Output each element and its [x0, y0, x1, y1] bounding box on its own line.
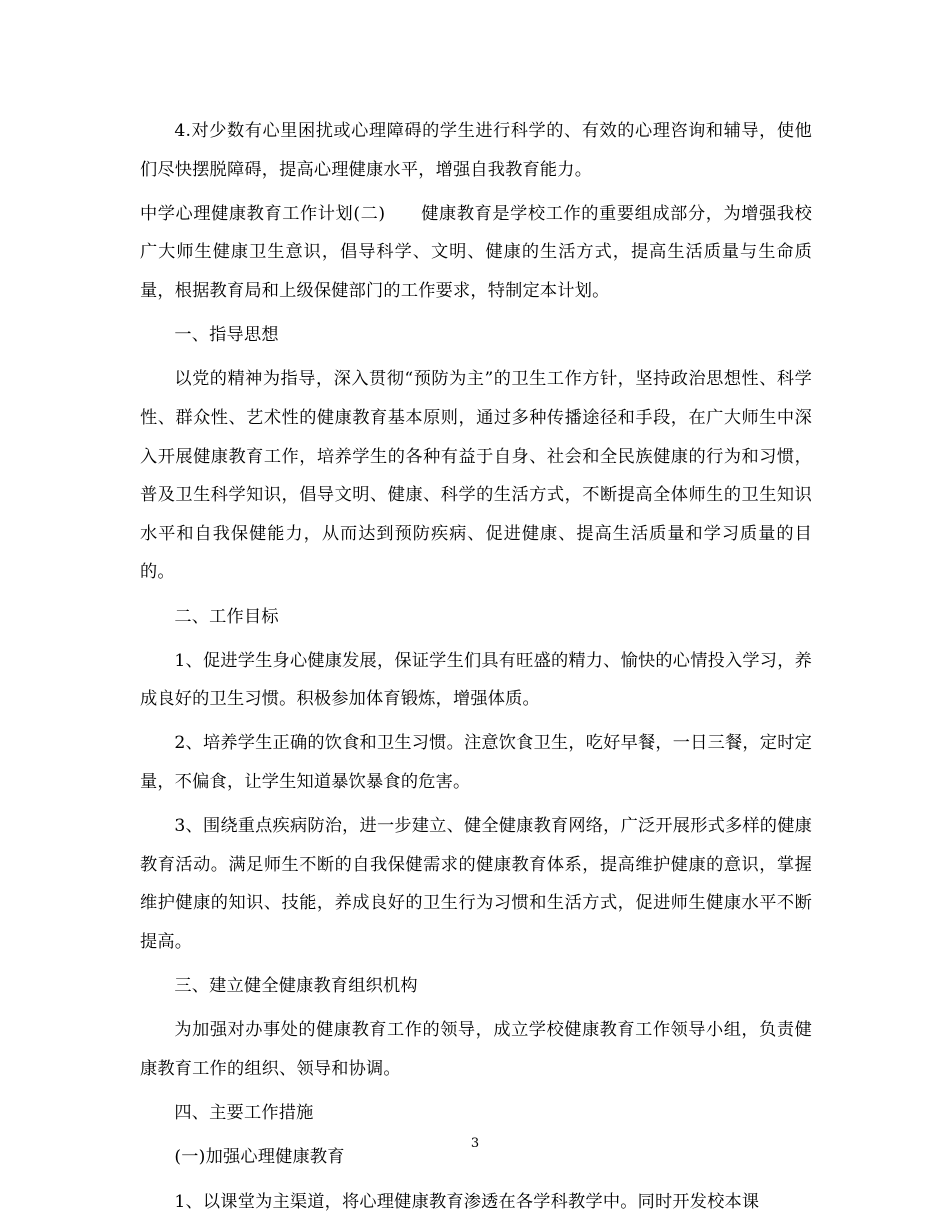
paragraph-goal-1: 1、促进学生身心健康发展，保证学生们具有旺盛的精力、愉快的心情投入学习，养成良好的卫生习惯。积极参加体育锻炼，增强体质。	[140, 650, 812, 710]
section-heading-measures: 四、主要工作措施	[174, 1103, 314, 1124]
section-heading-organization: 三、建立健全健康教育组织机构	[174, 976, 418, 997]
section-heading-work-goals: 二、工作目标	[174, 606, 279, 627]
paragraph-goal-2: 2、培养学生正确的饮食和卫生习惯。注意饮食卫生，吃好早餐，一日三餐，定时定量，不偏食，让学生知道暴饮暴食的危害。	[140, 733, 812, 793]
paragraph-guiding-ideology: 以党的精神为指导，深入贯彻“预防为主”的卫生工作方针，坚持政治思想性、科学性、群众性、艺术性的健康教育基本原则，通过多种传播途径和手段，在广大师生中深入开展健康教育工作，培养学生的各种有益于自身、社会和全民族健康的行为和习惯，普及卫生科学知识，倡导文明、健康、科学的生活方式，不断提高全体师生的卫生知识水平和自我保健能力，从而达到预防疾病、促进健康、提高生活质量和学习质量的目的。	[140, 369, 812, 583]
paragraph-counseling-item-4: 4.对少数有心里困扰或心理障碍的学生进行科学的、有效的心理咨询和辅导，使他们尽快摆脱障碍，提高心理健康水平，增强自我教育能力。	[140, 121, 812, 180]
section-heading-guiding-ideology: 一、指导思想	[174, 325, 279, 346]
document-body	[140, 112, 812, 1227]
page-number: 3	[470, 1136, 480, 1151]
subheading-mental-health: (一)加强心理健康教育	[174, 1147, 345, 1168]
paragraph-organization: 为加强对办事处的健康教育工作的领导，成立学校健康教育工作领导小组，负责健康教育工作的组织、领导和协调。	[140, 1020, 812, 1079]
paragraph-measure-1: 1、以课堂为主渠道，将心理健康教育渗透在各学科教学中。同时开发校本课	[174, 1191, 760, 1212]
paragraph-plan-intro: 中学心理健康教育工作计划(二) 健康教育是学校工作的重要组成部分，为增强我校广大师生健康卫生意识，倡导科学、文明、健康的生活方式，提高生活质量与生命质量，根据教育局和上级保健部门的工作要求，特制定本计划。	[140, 203, 812, 301]
paragraph-goal-3: 3、围绕重点疾病防治，进一步建立、健全健康教育网络，广泛开展形式多样的健康教育活动。满足师生不断的自我保健需求的健康教育体系，提高维护健康的意识，掌握维护健康的知识、技能，养成良好的卫生行为习惯和生活方式，促进师生健康水平不断提高。	[140, 816, 812, 953]
